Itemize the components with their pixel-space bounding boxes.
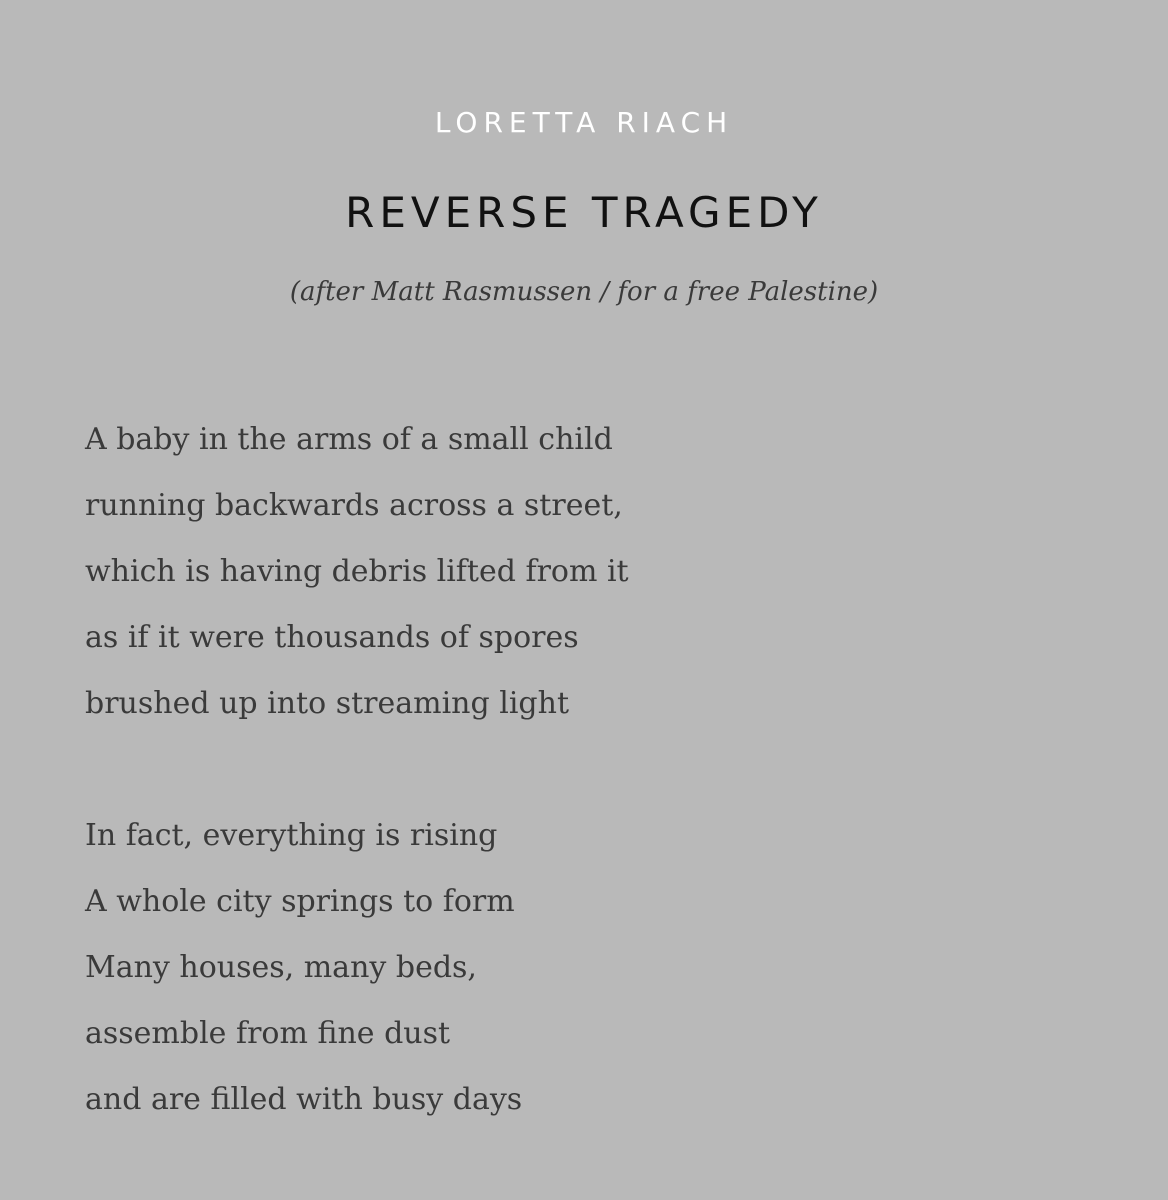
poem-line: A whole city springs to form [85, 884, 515, 919]
poem-line: In fact, everything is rising [85, 818, 498, 853]
poem-line: assemble from fine dust [85, 1016, 451, 1051]
poem-line: running backwards across a street, [85, 488, 623, 523]
poem-dedication: (after Matt Rasmussen / for a free Palestine) [289, 277, 879, 307]
poem-title: REVERSE TRAGEDY [345, 188, 823, 237]
poem-line: brushed up into streaming light [85, 686, 570, 721]
poem-line: which is having debris lifted from it [85, 554, 629, 589]
poem-line: and are filled with busy days [85, 1082, 523, 1117]
poem-line: A baby in the arms of a small child [85, 422, 613, 457]
stanza-2 [85, 814, 522, 1144]
author-name: LORETTA RIACH [434, 106, 734, 139]
stanza-1 [85, 418, 629, 748]
poem-line: as if it were thousands of spores [85, 620, 579, 655]
poem-line: Many houses, many beds, [85, 950, 477, 985]
